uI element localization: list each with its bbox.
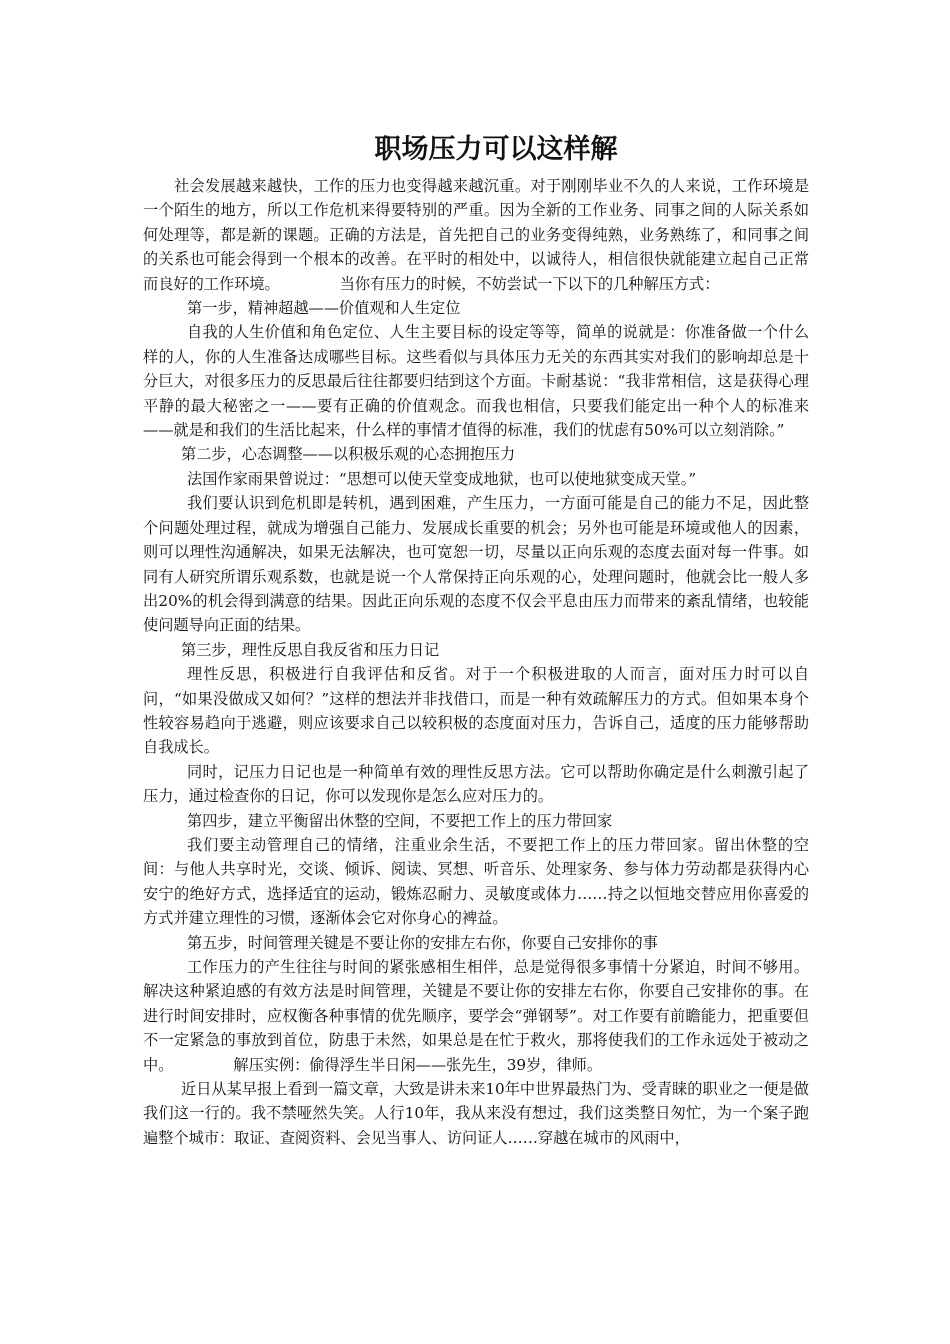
step3-heading: 第三步，理性反思自我反省和压力日记	[181, 640, 440, 659]
step4-heading: 第四步，建立平衡留出休整的空间，不要把工作上的压力带回家	[187, 811, 613, 830]
step1-heading: 第一步，精神超越——价值观和人生定位	[187, 299, 461, 318]
step1-paragraph: 自我的人生价值和角色定位、人生主要目标的设定等等，简单的说就是：你准备做一个什么样的人，你的人生准备达成哪些目标。这些看似与具体压力无关的东西其实对我们的影响却总是十分巨大，对很多压力的反思最后往往都要归结到这个方面。卡耐基说：“我非常相信，这是获得心理平静的最大秘密之一——要有正确的价值观念。而我也相信，只要我们能定出一种个人的标准来——就是和我们的生活比起来，什么样的事情才值得的标准，我们的忧虑有50%可以立刻消除。”	[143, 323, 809, 440]
example-heading: 解压实例：偷得浮生半日闲——张先生，39岁，律师。	[233, 1055, 603, 1074]
step2-quote-paragraph: 法国作家雨果曾说过：“思想可以使天堂变成地狱，也可以使地狱变成天堂。”	[187, 469, 697, 488]
step5-text: 工作压力的产生往往与时间的紧张感相生相伴，总是觉得很多事情十分紧迫，时间不够用。解决这种紧迫感的有效方法是时间管理，关键是不要让你的安排左右你，你要自己安排你的事。在进行时间安排时，应权衡各种事情的优先顺序，要学会“弹钢琴”。对工作要有前瞻能力，把重要但不一定紧急的事放到首位，防患于未然，如果总是在忙于救火，那将使我们的工作永远处于被动之中。	[143, 958, 809, 1074]
step3-diary-paragraph: 同时，记压力日记也是一种简单有效的理性反思方法。它可以帮助你确定是什么刺激引起了压力，通过检查你的日记，你可以发现你是怎么应对压力的。	[143, 762, 809, 806]
intro-text: 社会发展越来越快，工作的压力也变得越来越沉重。对于刚刚毕业不久的人来说，工作环境是一个陌生的地方，所以工作危机来得要特别的严重。因为全新的工作业务、同事之间的人际关系如何处理等，都是新的课题。正确的方法是，首先把自己的业务变得纯熟，业务熟练了，和同事之间的关系也可能会得到一个根本的改善。在平时的相处中，以诚待人，相信很快就能建立起自己正常而良好的工作环境。	[143, 177, 809, 293]
step2-paragraph: 我们要认识到危机即是转机，遇到困难，产生压力，一方面可能是自己的能力不足，因此整个问题处理过程，就成为增强自己能力、发展成长重要的机会；另外也可能是环境或他人的因素，则可以理性沟通解决，如果无法解决，也可宽恕一切，尽量以正向乐观的态度去面对每一件事。如同有人研究所谓乐观系数，也就是说一个人常保持正向乐观的心，处理问题时，他就会比一般人多出20%的机会得到满意的结果。因此正向乐观的态度不仅会平息由压力而带来的紊乱情绪，也较能使问题导向正面的结果。	[143, 494, 809, 635]
step4-paragraph: 我们要主动管理自己的情绪，注重业余生活，不要把工作上的压力带回家。留出休整的空间：与他人共享时光，交谈、倾诉、阅读、冥想、听音乐、处理家务、参与体力劳动都是获得内心安宁的绝好方式，选择适宜的运动，锻炼忍耐力、灵敏度或体力……持之以恒地交替应用你喜爱的方式并建立理性的习惯，逐渐体会它对你身心的裨益。	[143, 835, 809, 928]
step3-paragraph: 理性反思，积极进行自我评估和反省。对于一个积极进取的人而言，面对压力时可以自问，“如果没做成又如何？”这样的想法并非找借口，而是一种有效疏解压力的方式。但如果本身个性较容易趋向于逃避，则应该要求自己以较积极的态度面对压力，告诉自己，适度的压力能够帮助自我成长。	[143, 665, 809, 757]
intro-paragraph	[143, 174, 809, 296]
step2-heading: 第二步，心态调整——以积极乐观的心态拥抱压力	[181, 445, 516, 464]
document-title: 职场压力可以这样解	[374, 134, 618, 165]
example-paragraph: 近日从某早报上看到一篇文章，大致是讲未来10年中世界最热门为、受青睐的职业之一便是做我们这一行的。我不禁哑然失笑。人行10年，我从来没有想过，我们这类整日匆忙，为一个案子跑遍整个城市：取证、查阅资料、会见当事人、访问证人……穿越在城市的风雨中，	[143, 1080, 809, 1147]
step5-paragraph	[143, 955, 809, 1077]
intro-text-continued: 当你有压力的时候，不妨尝试一下以下的几种解压方式：	[339, 274, 720, 293]
step5-heading: 第五步，时间管理关键是不要让你的安排左右你，你要自己安排你的事	[187, 933, 658, 952]
document-page	[143, 126, 809, 1150]
